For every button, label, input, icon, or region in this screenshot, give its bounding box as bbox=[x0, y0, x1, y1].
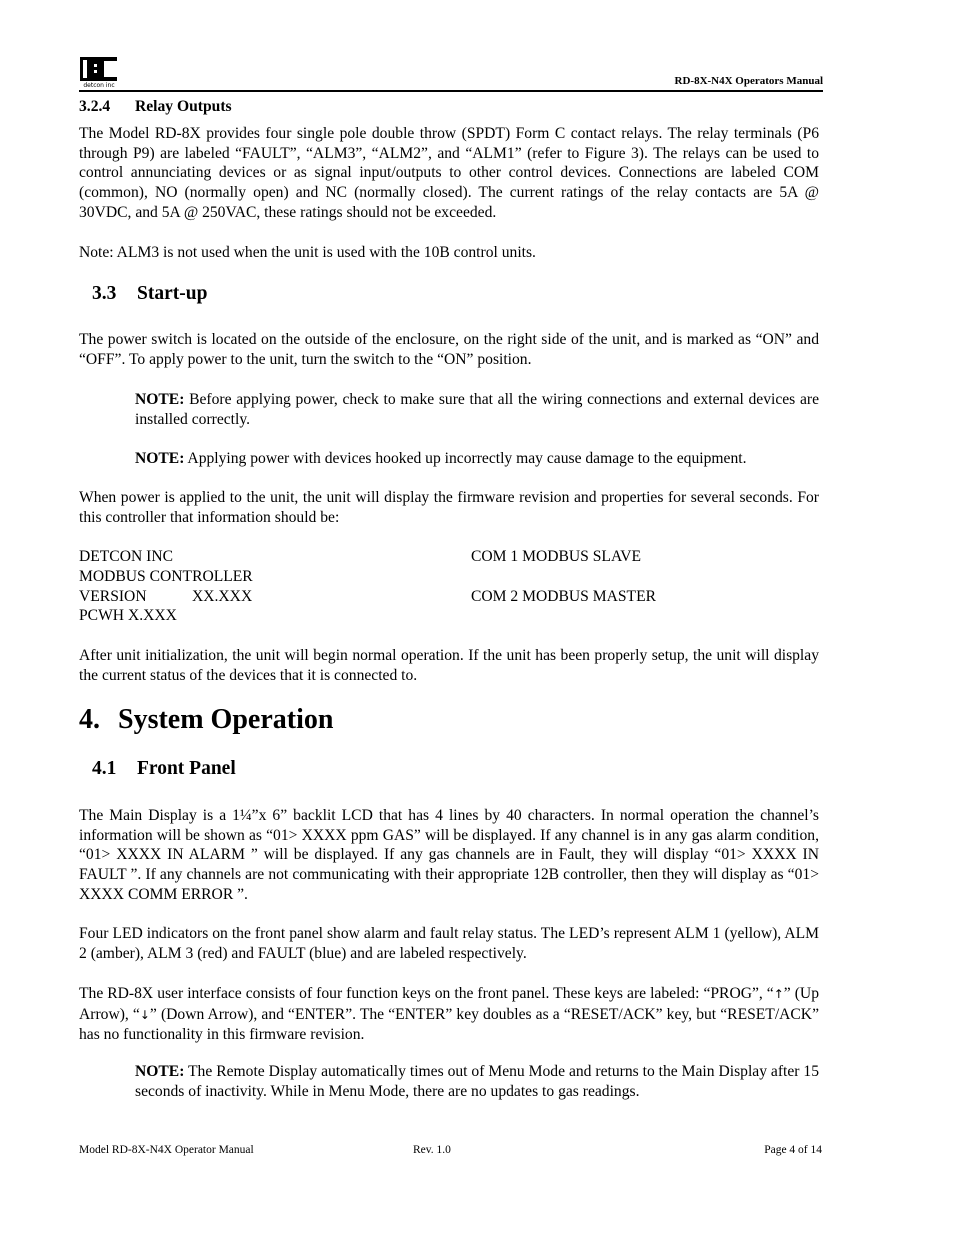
logo-text: detcon inc bbox=[83, 82, 115, 88]
section-title: Relay Outputs bbox=[135, 98, 232, 115]
up-arrow-icon: ↑ bbox=[773, 987, 784, 1001]
note-incorrect-hookup bbox=[135, 449, 819, 469]
relay-outputs-paragraph: The Model RD-8X provides four single pole double throw (SPDT) Form C contact relays. The relay terminals (P6 through P9) are labeled “FAULT”, “ALM3”, “ALM2”, and “ALM1” (refer to Figure 3). The relays can be used to control annunciating devices or as signal input/outputs to other control devices. Connections are labeled COM (common), NO (normally open) and NC (normally closed). The current ratings of the relay contacts are 5A @ 30VDC, and 5A @ 250VAC, these ratings should not be exceeded. bbox=[79, 125, 819, 221]
note-before-power bbox=[135, 390, 819, 429]
manual-title: RD-8X-N4X Operators Manual bbox=[674, 75, 823, 87]
note-label: NOTE: bbox=[135, 391, 185, 408]
footer-page-number: Page 4 of 14 bbox=[764, 1144, 822, 1156]
note-text: Applying power with devices hooked up incorrectly may cause damage to the equipment. bbox=[184, 450, 747, 467]
page-header bbox=[79, 56, 823, 92]
down-arrow-icon: ↓ bbox=[139, 1007, 150, 1022]
info-detcon-inc: DETCON INC bbox=[79, 548, 173, 565]
info-version-value: XX.XXX bbox=[192, 588, 253, 605]
initialization-paragraph: After unit initialization, the unit will begin normal operation. If the unit has been properly setup, the unit will display the current status of the devices that it is connected to. bbox=[79, 647, 819, 684]
info-modbus-controller: MODBUS CONTROLLER bbox=[79, 568, 253, 585]
section-title: System Operation bbox=[118, 704, 334, 735]
heading-system-operation bbox=[79, 704, 819, 736]
info-pcwh: PCWH X.XXX bbox=[79, 607, 177, 624]
section-number: 4. bbox=[79, 704, 100, 735]
info-version-label: VERSION bbox=[79, 588, 147, 605]
info-com2: COM 2 MODBUS MASTER bbox=[471, 588, 656, 605]
note-text: Before applying power, check to make sure that all the wiring connections and external devices are installed correctly. bbox=[135, 391, 819, 428]
note-label: NOTE: bbox=[135, 450, 185, 467]
section-title: Start-up bbox=[137, 283, 208, 304]
document-page bbox=[79, 0, 823, 1235]
heading-relay-outputs bbox=[79, 98, 819, 116]
section-title: Front Panel bbox=[137, 758, 236, 779]
note-menu-timeout bbox=[135, 1062, 819, 1101]
info-com1: COM 1 MODBUS SLAVE bbox=[471, 548, 641, 565]
section-number: 4.1 bbox=[92, 758, 117, 779]
power-switch-paragraph: The power switch is located on the outside of the enclosure, on the right side of the unit, and is marked as “ON” and “OFF”. To apply power to the unit, turn the switch to the “ON” position. bbox=[79, 331, 819, 368]
alm3-note: Note: ALM3 is not used when the unit is used with the 10B control units. bbox=[79, 244, 536, 261]
footer-revision: Rev. 1.0 bbox=[413, 1144, 451, 1156]
heading-front-panel bbox=[79, 758, 819, 780]
led-indicators-paragraph: Four LED indicators on the front panel show alarm and fault relay status. The LED’s represent ALM 1 (yellow), ALM 2 (amber), ALM 3 (red) and FAULT (blue) and are labeled respectively. bbox=[79, 925, 819, 962]
note-label: NOTE: bbox=[135, 1063, 185, 1080]
note-text: The Remote Display automatically times out of Menu Mode and returns to the Main Display after 15 seconds of inactivity. While in Menu Mode, there are no updates to gas readings. bbox=[135, 1063, 819, 1100]
function-keys-paragraph: The RD-8X user interface consists of four function keys on the front panel. These keys are labeled: “PROG”, “↑” (Up Arrow), “↓” (Down Arrow), and “ENTER”. The “ENTER” key doubles as a “RESET/ACK” key, but “RESET/ACK” has no functionality in this firmware revision. bbox=[79, 985, 819, 1044]
footer-left: Model RD-8X-N4X Operator Manual bbox=[79, 1144, 254, 1156]
section-number: 3.2.4 bbox=[79, 98, 111, 115]
main-display-paragraph: The Main Display is a 1¼”x 6” backlit LCD that has 4 lines by 40 characters. In normal operation the channel’s information will be shown as “01> XXXX ppm GAS” will be displayed. If any channel is in any gas alarm condition, “01> XXXX IN ALARM ” will be displayed. If any gas channels are in Fault, they will display “01> XXXX IN FAULT ”. If any channels are not communicating with their appropriate 12B controller, then they will display as “01> XXXX COMM ERROR ”. bbox=[79, 807, 819, 903]
section-number: 3.3 bbox=[92, 283, 117, 304]
detcon-logo bbox=[80, 56, 118, 88]
heading-start-up bbox=[79, 283, 819, 305]
firmware-info-paragraph: When power is applied to the unit, the unit will display the firmware revision and properties for several seconds. For this controller that information should be: bbox=[79, 489, 819, 526]
